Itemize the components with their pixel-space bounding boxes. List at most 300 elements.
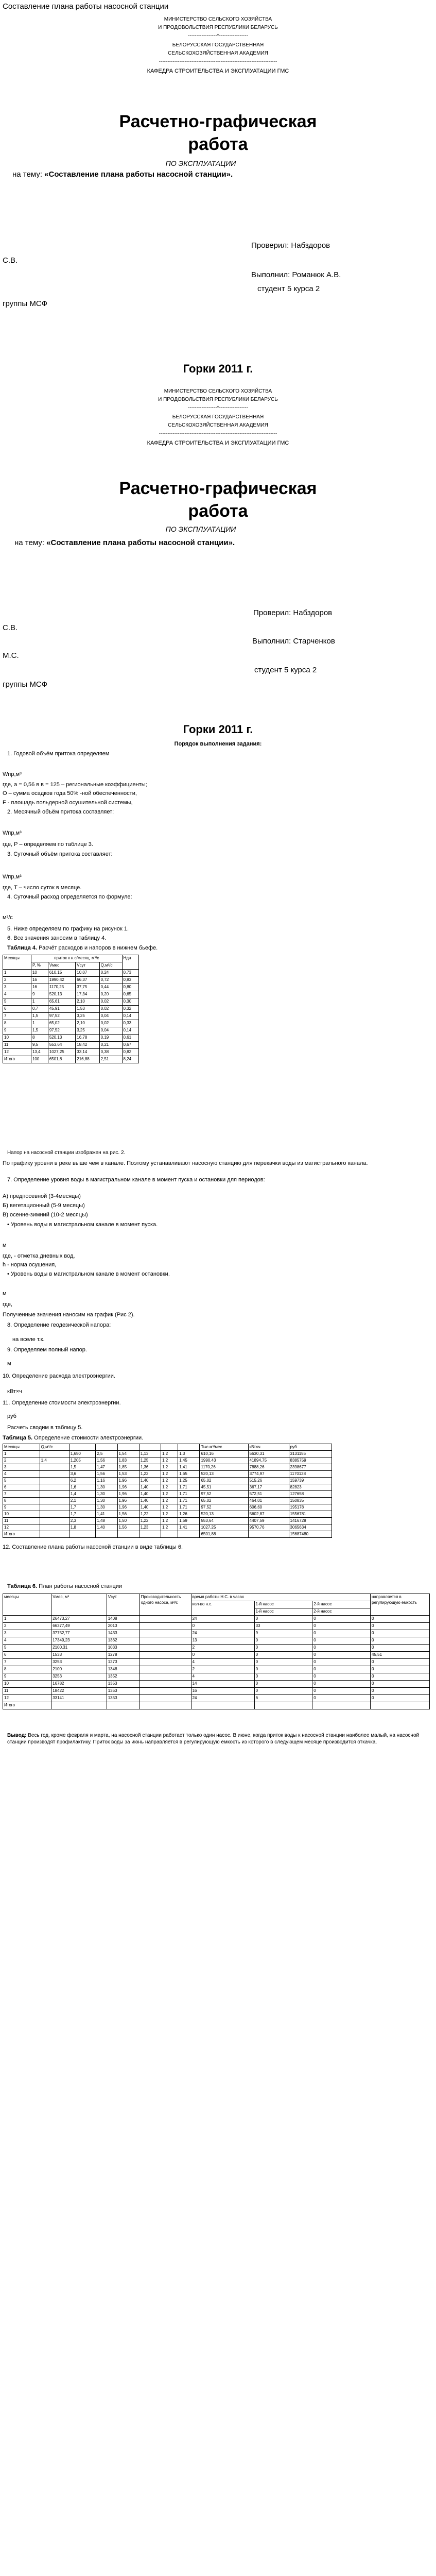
table-header-cell [178,1444,200,1451]
table-cell [40,1524,69,1531]
table-caption-text: Определение стоимости электроэнергии. [32,1435,144,1441]
table-cell: 1,71 [178,1491,200,1498]
table-row [3,1471,332,1478]
table-cell: 33,14 [76,1049,99,1056]
table-5 [3,1444,332,1538]
table-row [3,1695,430,1702]
period-item: В) осенне-зимний (10-2 месяцы) [3,1212,88,1218]
table-cell [139,1645,191,1652]
topic-line [12,170,233,179]
table-header-cell [161,1444,178,1451]
table-cell [312,1702,371,1709]
where-text: где, P – определяем по таблице 3. [3,841,93,848]
table-cell: 65,02 [200,1478,248,1484]
formula-unit: м [7,1361,11,1367]
table-cell: Итого [3,1056,31,1063]
table-header-cell: кол-во н.с. [191,1601,254,1616]
table-cell: 6 [3,1006,31,1013]
table-cell: 4 [191,1673,254,1681]
step-text: 7. Определение уровня воды в магистральном канале в момент пуска и остановки для периодов: [7,1177,265,1183]
table-cell: 26473,27 [51,1616,107,1623]
table-header-cell [139,1444,161,1451]
table-cell: 18,42 [76,1042,99,1049]
table-cell: 0,73 [122,970,138,977]
section-heading: Порядок выполнения задания: [174,741,262,747]
table-cell: 1,30 [96,1498,117,1504]
step-text: 9. Определяем полный напор. [7,1347,87,1353]
table-cell: 2,10 [76,998,99,1006]
table-cell: 1 [3,970,31,977]
table-cell: 367,17 [248,1484,289,1491]
table-cell: 17,34 [76,991,99,998]
table-cell [161,1531,178,1538]
table-cell: 2,3 [69,1518,95,1524]
table-cell: 3 [3,1464,40,1471]
table-cell: 45,51 [200,1484,248,1491]
table-cell: 1,4 [69,1491,95,1498]
table-header-cell: Тыс.м³/мес [200,1444,248,1451]
table-cell: 1433 [107,1630,139,1637]
table-cell: 97,52 [200,1491,248,1498]
subject-line: ПО ЭКСПЛУАТАЦИИ [165,525,236,533]
topic-prefix: на тему: [14,538,47,547]
table-cell: 1,45 [178,1458,200,1464]
table-6 [3,1594,430,1709]
table-cell: 100 [31,1056,48,1063]
table-cell: 8 [3,1498,40,1504]
table-header-cell: 2-й насос [312,1608,371,1616]
table-cell: 16 [31,984,48,991]
table-row [3,1027,139,1035]
step-text: 2. Месячный объём притока составляет: [7,809,114,815]
step-text: 11. Определение стоимости электроэнергии. [3,1400,121,1406]
academy-line: СЕЛЬСКОХОЗЯЙСТВЕННАЯ АКАДЕМИЯ [168,50,268,56]
table-caption [7,1583,122,1590]
table-row [3,1531,332,1538]
table-cell: 10 [3,1681,51,1688]
table-cell: 6501,8 [48,1056,75,1063]
document-title: Составление плана работы насосной станции [3,2,169,11]
table-cell: 1,2 [161,1518,178,1524]
table-cell [139,1681,191,1688]
table-cell [139,1623,191,1630]
table-cell: 0 [312,1695,371,1702]
table-cell [139,1695,191,1702]
table-cell: 0,04 [99,1027,122,1035]
table-cell: 10 [3,1511,40,1518]
table-row [3,1458,332,1464]
year-line: Горки 2011 г. [183,723,253,736]
table-row [3,1020,139,1027]
table-cell: 65,02 [48,1020,75,1027]
table-cell [40,1478,69,1484]
table-cell: 0,30 [122,998,138,1006]
table-cell: 0 [312,1623,371,1630]
table-caption [7,944,158,952]
table-cell: 216,88 [76,1056,99,1063]
table-cell: 0 [312,1616,371,1623]
table-row [3,1702,430,1709]
table-header-cell: Vмес, м³ [51,1594,107,1616]
table-cell: 1533 [51,1652,107,1659]
student-course: студент 5 курса 2 [257,284,320,293]
table-cell: 0 [254,1637,312,1645]
table-cell [371,1702,430,1709]
table-cell: 1,56 [96,1458,117,1464]
table-cell: 2 [191,1666,254,1673]
table-cell: 1,22 [139,1518,161,1524]
formula-unit: м [3,1242,7,1248]
table-cell: 1,2 [161,1504,178,1511]
step-text: 6. Все значения заносим в таблицу 4. [7,935,107,941]
table-cell: 606,60 [248,1504,289,1511]
table-cell: 37752,77 [51,1630,107,1637]
table-cell: 1,2 [161,1451,178,1458]
table-cell: 0 [254,1659,312,1666]
table-cell: 1,48 [96,1518,117,1524]
paragraph: Расчеть сводим в таблицу 5. [7,1425,83,1431]
table-row [3,1511,332,1518]
table-header-cell: Vсут [107,1594,139,1616]
table-cell: 1,56 [117,1524,139,1531]
table-cell: 0,02 [99,1020,122,1027]
table-cell: 0 [371,1630,430,1637]
conclusion-label: Вывод: [7,1733,27,1738]
table-cell: 553,64 [200,1518,248,1524]
formula-unit: м³/с [3,914,13,921]
table-header-cell: Ндн [122,955,138,970]
table-cell: 1,25 [139,1458,161,1464]
table-cell: 16 [31,977,48,984]
table-cell: 0,38 [99,1049,122,1056]
table-cell: 0 [371,1645,430,1652]
table-cell: 6501,88 [200,1531,248,1538]
student-course: студент 5 курса 2 [254,666,317,674]
table-row [3,977,139,984]
table-cell: 8,24 [122,1056,138,1063]
table-header-cell: руб [289,1444,332,1451]
table-row [3,1035,139,1042]
table-cell: 12 [3,1695,51,1702]
table-cell: 1,22 [139,1471,161,1478]
table-cell: 1,83 [117,1458,139,1464]
table-cell: 0,65 [122,991,138,998]
table-cell [139,1637,191,1645]
table-row [3,1518,332,1524]
table-cell: 0 [254,1681,312,1688]
table-caption-label: Таблица 6. [7,1583,38,1589]
step-text: 1. Годовой объём притока определяем [7,751,110,757]
paragraph: По графику уровни в реке выше чем в канале. Поэтому устанавливают насосную станцию для перекачки воды из магистрального канала. [3,1160,368,1166]
table-cell: 41894,75 [248,1458,289,1464]
table-cell: 10 [3,1035,31,1042]
table-cell [40,1498,69,1504]
table-cell: 82823 [289,1484,332,1491]
table-cell: 195178 [289,1504,332,1511]
table-cell: 1,30 [96,1484,117,1491]
table-cell: 66,37 [76,977,99,984]
table-cell: 8 [3,1666,51,1673]
table-cell: 520,13 [48,1035,75,1042]
table-cell: 1033 [107,1645,139,1652]
table-cell: 0 [371,1673,430,1681]
table-cell: 1 [31,998,48,1006]
table-cell: 3,25 [76,1013,99,1020]
table-cell: 2 [191,1645,254,1652]
table-cell: 1,96 [117,1498,139,1504]
table-cell [40,1464,69,1471]
table-cell: 553,64 [48,1042,75,1049]
table-cell: 1,5 [31,1027,48,1035]
table-row [3,1056,139,1063]
topic-text: «Составление плана работы насосной станции». [46,538,235,547]
table-cell: 1990,43 [200,1458,248,1464]
table-cell: 1352 [107,1673,139,1681]
table-cell: 1,56 [96,1471,117,1478]
table-body [3,1616,430,1709]
table-cell: 3065634 [289,1524,332,1531]
table-cell: 1,5 [31,1013,48,1020]
table-cell: 610,16 [200,1451,248,1458]
table-cell: 18422 [51,1688,107,1695]
table-cell: 1,13 [139,1451,161,1458]
period-item: Б) вегетационный (5-9 месяцы) [3,1202,85,1209]
table-cell: 1 [3,1451,40,1458]
table-cell: 5 [3,998,31,1006]
period-item: А) предпосевной (3-4месяцы) [3,1193,81,1199]
table-cell: 1170128 [289,1471,332,1478]
table-cell: 16 [191,1688,254,1695]
table-cell [139,1666,191,1673]
table-cell: 0,67 [122,1042,138,1049]
table-row [3,1451,332,1458]
table-cell: 1,25 [178,1478,200,1484]
table-cell: 1990,42 [48,977,75,984]
table-cell: 1,7 [69,1511,95,1518]
table-row [3,1006,139,1013]
table-cell: 2 [3,977,31,984]
table-cell: 1,205 [69,1458,95,1464]
table-cell: 1,40 [96,1524,117,1531]
table-cell: 0 [312,1673,371,1681]
table-cell: 1,53 [76,1006,99,1013]
table-cell: 0 [254,1688,312,1695]
table-cell: 9 [254,1630,312,1637]
student-group: группы МСФ [3,680,48,689]
table-cell: 3774,97 [248,1471,289,1478]
table-cell: 0,14 [122,1027,138,1035]
table-cell: 12 [3,1524,40,1531]
table-cell: 37,75 [76,984,99,991]
ministry-line: И ПРОДОВОЛЬСТВИЯ РЕСПУБЛИКИ БЕЛАРУСЬ [158,397,278,402]
bullet-text: • Уровень воды в магистральном канале в момент пуска. [7,1222,158,1228]
table-cell: 9 [31,991,48,998]
table-cell: 65,02 [200,1498,248,1504]
table-header-cell [117,1444,139,1451]
table-row [3,1504,332,1511]
table-row [3,970,139,977]
table-cell: 0,02 [99,998,122,1006]
table-cell [139,1531,161,1538]
table-cell: 0,72 [99,977,122,984]
table-cell: 10,07 [76,970,99,977]
table-cell: 0 [312,1630,371,1637]
table-cell: 16782 [51,1681,107,1688]
table-cell: 6 [3,1652,51,1659]
table-cell: 1,96 [117,1478,139,1484]
table-cell: Итого [3,1531,40,1538]
academy-line: БЕЛОРУССКАЯ ГОСУДАРСТВЕННАЯ [172,414,264,420]
table-row [3,991,139,998]
author: Выполнил: Романюк А.В. [251,270,341,279]
work-title: работа [188,501,248,521]
table-cell: 572,51 [248,1491,289,1498]
author: Выполнил: Старченков [252,637,335,646]
table-header-cell: кВт×ч [248,1444,289,1451]
table-cell: 1,40 [139,1478,161,1484]
formula-unit: м [3,1291,7,1297]
table-row [3,1637,430,1645]
table-cell: 0 [191,1623,254,1630]
table-cell: 515,26 [248,1478,289,1484]
table-cell: 13 [191,1637,254,1645]
table-cell: 159739 [289,1478,332,1484]
table-caption-label: Таблица 4. [7,945,38,951]
table-cell: 0 [312,1681,371,1688]
table-cell: 0,14 [122,1013,138,1020]
table-cell: 0,04 [99,1013,122,1020]
table-cell: 1,47 [96,1464,117,1471]
department-line: КАФЕДРА СТРОИТЕЛЬСТВА И ЭКСПЛУАТАЦИИ ГМС [147,68,289,74]
academy-line: СЕЛЬСКОХОЗЯЙСТВЕННАЯ АКАДЕМИЯ [168,422,268,428]
table-row [3,1013,139,1020]
table-body [3,1451,332,1538]
table-cell: 97,52 [48,1013,75,1020]
table-cell: 17349,23 [51,1637,107,1645]
table-cell: 610,15 [48,970,75,977]
year-line: Горки 2011 г. [183,362,253,375]
table-header-cell [31,955,122,962]
table-cell: 0,82 [122,1049,138,1056]
table-cell: 2100,31 [51,1645,107,1652]
table-header-cell: Производительность одного насоса, м³/с [139,1594,191,1616]
ministry-line: И ПРОДОВОЛЬСТВИЯ РЕСПУБЛИКИ БЕЛАРУСЬ [158,25,278,30]
table-cell: 4 [3,991,31,998]
topic-text: «Составление плана работы насосной станции». [44,170,233,179]
table-cell: 4 [191,1659,254,1666]
table-cell: 0 [254,1645,312,1652]
table-cell: 0 [312,1688,371,1695]
student-group: группы МСФ [3,299,48,308]
table-header-unit: м³/с [91,956,99,960]
table-cell: 3131155 [289,1451,332,1458]
table-cell: 9 [3,1027,31,1035]
table-row [3,1666,430,1673]
table-cell: 2,1 [69,1498,95,1504]
work-title: работа [188,134,248,154]
ministry-line: МИНИСТЕРСТВО СЕЛЬСКОГО ХОЗЯЙСТВА [164,388,272,394]
table-cell: 520,13 [200,1511,248,1518]
table-cell: 1,4 [40,1458,69,1464]
table-cell [40,1491,69,1498]
table-cell: 15687480 [289,1531,332,1538]
table-cell: 0 [371,1688,430,1695]
table-cell: 2 [3,1623,51,1630]
table-cell: 24 [191,1695,254,1702]
table-cell: 3253 [51,1659,107,1666]
table-cell: 1,5 [69,1464,95,1471]
table-cell: 65,61 [48,998,75,1006]
note-text: на вселе т.к. [12,1336,45,1343]
table-cell: 1,8 [69,1524,95,1531]
table-cell: 0 [371,1623,430,1630]
table-cell: 0,80 [122,984,138,991]
step-text: 8. Определение геодезической напора: [7,1322,111,1328]
table-cell [40,1504,69,1511]
table-cell: 24 [191,1616,254,1623]
table-cell: 7 [3,1491,40,1498]
table-cell: 1,2 [161,1464,178,1471]
table-cell [40,1531,69,1538]
table-cell [139,1702,191,1709]
table-4 [3,955,139,1063]
table-cell: 1170,26 [200,1464,248,1471]
table-cell: 1 [3,1616,51,1623]
table-cell: 1,59 [178,1518,200,1524]
table-cell: 1 [31,1020,48,1027]
table-cell: 11 [3,1518,40,1524]
table-header-cell: направляется в регулирующую емкость [371,1594,430,1616]
table-cell: 5602,87 [248,1511,289,1518]
table-header-cell: 1-й насос [254,1601,312,1608]
table-cell: 0 [371,1616,430,1623]
table-row [3,1498,332,1504]
table-header-cell: 2-й насос [312,1601,371,1608]
table-cell: 33141 [51,1695,107,1702]
table-cell: 1,53 [117,1471,139,1478]
table-cell: 4 [3,1637,51,1645]
divider-text: --------------------------------------------------------------------- [159,59,277,64]
table-cell: 150835 [289,1498,332,1504]
table-header-cell: 1-й насос [254,1608,312,1616]
where-text: F - площадь польдерной осушительной системы, [3,800,133,806]
table-cell [96,1531,117,1538]
table-cell: 0 [254,1652,312,1659]
table-cell: 0 [191,1652,254,1659]
table-cell [139,1673,191,1681]
table-cell: 0,32 [122,1006,138,1013]
academy-line: БЕЛОРУССКАЯ ГОСУДАРСТВЕННАЯ [172,42,264,48]
table-cell [40,1511,69,1518]
table-cell [51,1702,107,1709]
table-header-cell [69,1444,95,1451]
table-row [3,1491,332,1498]
table-cell: 6 [3,1484,40,1491]
table-cell: 0 [371,1681,430,1688]
table-caption-text: Расчёт расходов и напоров в нижнем бьефе. [37,945,158,951]
where-text: где, - отметка дневных вод, [3,1253,75,1259]
table-body [3,970,139,1063]
table-cell [40,1518,69,1524]
table-row [3,1652,430,1659]
table-cell: 0,20 [99,991,122,998]
table-cell: 6 [254,1695,312,1702]
table-cell: 1353 [107,1695,139,1702]
table-cell: 1,16 [96,1478,117,1484]
table-cell [191,1702,254,1709]
where-text: O – сумма осадков года 50% -ной обеспеченности, [3,790,137,796]
table-cell: 3 [3,1630,51,1637]
